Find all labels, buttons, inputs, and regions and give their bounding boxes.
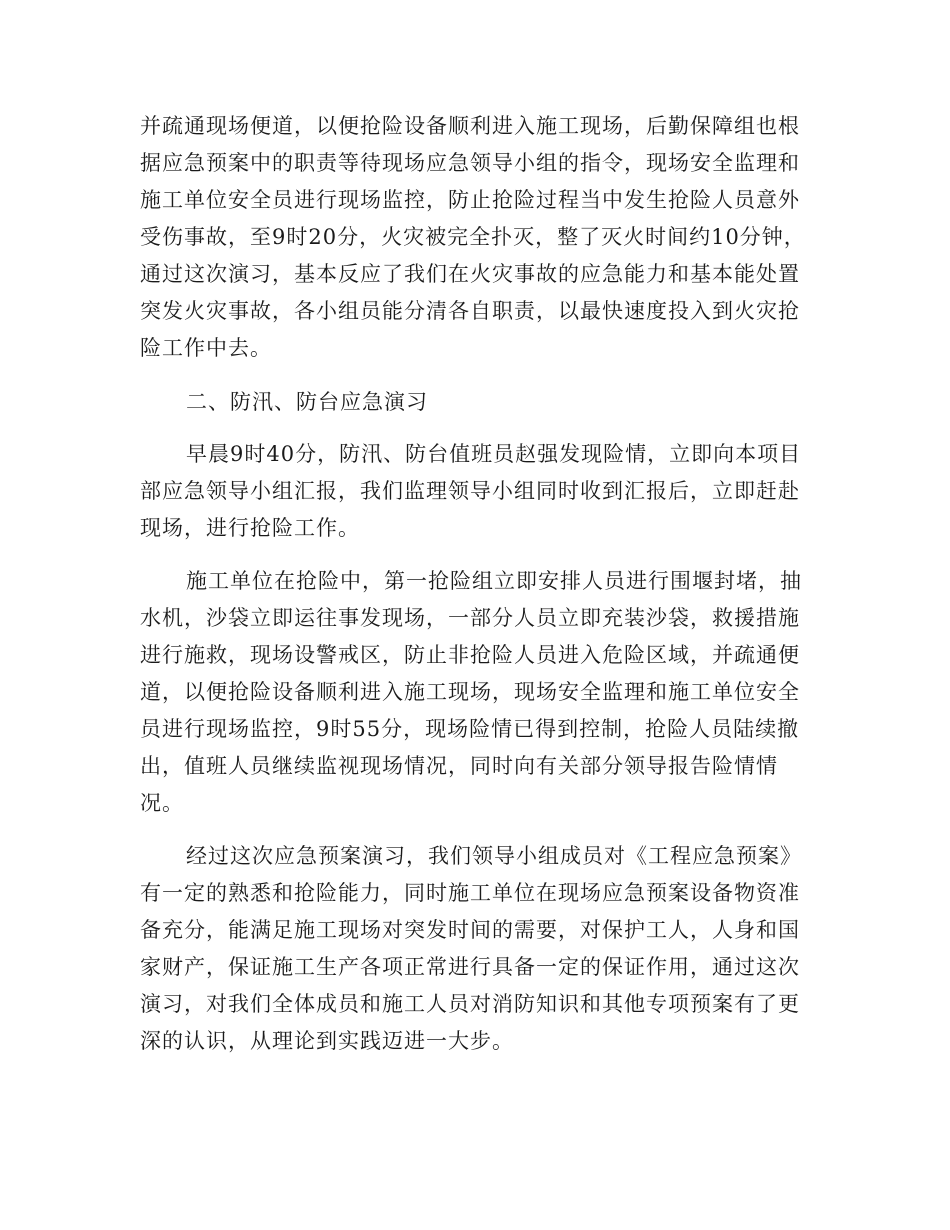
text-line: 员进行现场监控，9时55分，现场险情已得到控制，抢险人员陆续撤 bbox=[140, 717, 800, 741]
text-line: 受伤事故，至9时20分，火灾被完全扑灭，整了灭火时间约10分钟， bbox=[140, 225, 806, 249]
text-line: 经过这次应急预案演习，我们领导小组成员对《工程应急预案》 bbox=[186, 844, 802, 868]
text-line: 突发火灾事故，各小组员能分清各自职责，以最快速度投入到火灾抢 bbox=[140, 299, 800, 323]
text-line: 并疏通现场便道，以便抢险设备顺利进入施工现场，后勤保障组也根 bbox=[140, 114, 800, 138]
text-line: 部应急领导小组汇报，我们监理领导小组同时收到汇报后，立即赶赴 bbox=[140, 479, 800, 503]
text-line: 深的认识，从理论到实践迈进一大步。 bbox=[140, 1029, 514, 1053]
text-line: 家财产，保证施工生产各项正常进行具备一定的保证作用，通过这次 bbox=[140, 955, 800, 979]
text-line: 通过这次演习，基本反应了我们在火灾事故的应急能力和基本能处置 bbox=[140, 262, 800, 286]
text-line: 况。 bbox=[140, 791, 184, 815]
text-line: 演习，对我们全体成员和施工人员对消防知识和其他专项预案有了更 bbox=[140, 992, 800, 1016]
text-line: 施工单位安全员进行现场监控，防止抢险过程当中发生抢险人员意外 bbox=[140, 188, 800, 212]
text-line: 据应急预案中的职责等待现场应急领导小组的指令，现场安全监理和 bbox=[140, 151, 800, 175]
text-line: 现场，进行抢险工作。 bbox=[140, 516, 360, 540]
text-line: 有一定的熟悉和抢险能力，同时施工单位在现场应急预案设备物资准 bbox=[140, 881, 800, 905]
text-line: 出，值班人员继续监视现场情况，同时向有关部分领导报告险情情 bbox=[140, 754, 778, 778]
section-heading: 二、防汛、防台应急演习 bbox=[186, 390, 428, 414]
text-line: 道，以便抢险设备顺利进入施工现场，现场安全监理和施工单位安全 bbox=[140, 680, 800, 704]
text-line: 进行施救，现场设警戒区，防止非抢险人员进入危险区域，并疏通便 bbox=[140, 643, 800, 667]
text-line: 备充分，能满足施工现场对突发时间的需要，对保护工人，人身和国 bbox=[140, 918, 800, 942]
text-line: 早晨9时40分，防汛、防台值班员赵强发现险情，立即向本项目 bbox=[186, 442, 802, 466]
text-line: 险工作中去。 bbox=[140, 336, 272, 360]
text-line: 水机，沙袋立即运往事发现场，一部分人员立即充装沙袋，救援措施 bbox=[140, 606, 800, 630]
text-line: 施工单位在抢险中，第一抢险组立即安排人员进行围堰封堵，抽 bbox=[186, 569, 802, 593]
